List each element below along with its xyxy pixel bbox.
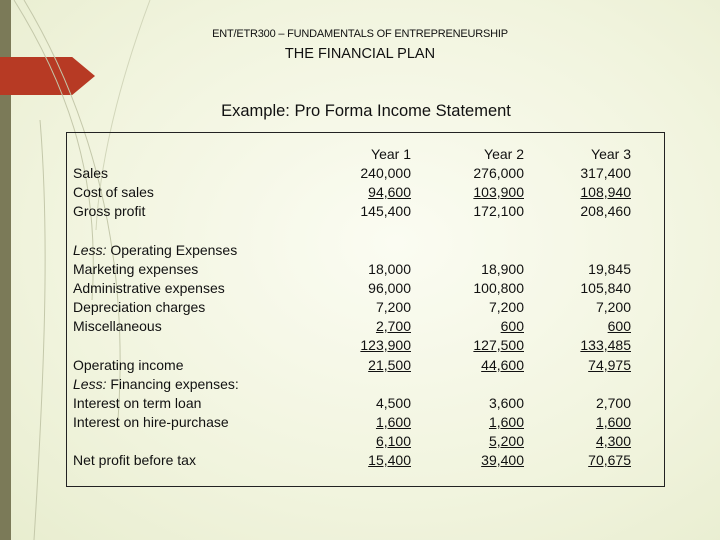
administrative-year-3: 105,840 <box>580 280 631 296</box>
operating-expenses-text: Operating Expenses <box>106 242 238 258</box>
label-gross-profit: Gross profit <box>73 203 146 219</box>
total-operating-year-1: 123,900 <box>360 337 411 353</box>
course-title: ENT/ETR300 – FUNDAMENTALS OF ENTREPRENEURSHIP <box>212 28 508 40</box>
interest-term-year-3: 2,700 <box>595 395 631 411</box>
miscellaneous-year-3: 600 <box>607 318 631 334</box>
slide-title: THE FINANCIAL PLAN <box>284 46 436 62</box>
total-financing-year-2: 5,200 <box>488 433 524 449</box>
interest-hire-year-2: 1,600 <box>488 414 524 430</box>
miscellaneous-year-1: 2,700 <box>375 318 411 334</box>
interest-term-year-1: 4,500 <box>375 395 411 411</box>
label-net-profit: Net profit before tax <box>73 452 196 468</box>
administrative-year-2: 100,800 <box>473 280 524 296</box>
gross-profit-year-1: 145,400 <box>360 203 411 219</box>
financing-expenses-text: Financing expenses: <box>106 376 239 392</box>
operating-income-year-3: 74,975 <box>588 357 631 373</box>
marketing-year-2: 18,900 <box>481 261 524 277</box>
depreciation-year-1: 7,200 <box>375 299 411 315</box>
sales-year-3: 317,400 <box>580 165 631 181</box>
cost-of-sales-year-1: 94,600 <box>368 184 411 200</box>
miscellaneous-year-2: 600 <box>500 318 524 334</box>
column-header-year-1: Year 1 <box>371 146 411 162</box>
label-interest-term-loan: Interest on term loan <box>73 395 202 411</box>
sales-year-1: 240,000 <box>360 165 411 181</box>
less-prefix: Less: <box>73 242 107 258</box>
label-marketing: Marketing expenses <box>73 261 199 277</box>
gross-profit-year-3: 208,460 <box>580 203 631 219</box>
label-financing-expenses <box>73 376 239 392</box>
less-prefix-financing: Less: <box>73 376 107 392</box>
total-operating-year-2: 127,500 <box>473 337 524 353</box>
depreciation-year-2: 7,200 <box>488 299 524 315</box>
marketing-year-1: 18,000 <box>368 261 411 277</box>
label-operating-expenses <box>73 242 237 258</box>
interest-term-year-2: 3,600 <box>488 395 524 411</box>
label-sales: Sales <box>73 165 109 181</box>
cost-of-sales-year-3: 108,940 <box>580 184 631 200</box>
administrative-year-1: 96,000 <box>368 280 411 296</box>
label-depreciation: Depreciation charges <box>73 299 206 315</box>
marketing-year-3: 19,845 <box>588 261 631 277</box>
label-interest-hire-purchase: Interest on hire-purchase <box>73 414 229 430</box>
net-profit-year-2: 39,400 <box>481 452 524 468</box>
label-administrative: Administrative expenses <box>73 280 225 296</box>
operating-income-year-2: 44,600 <box>481 357 524 373</box>
label-miscellaneous: Miscellaneous <box>73 318 162 334</box>
interest-hire-year-3: 1,600 <box>595 414 631 430</box>
label-operating-income: Operating income <box>73 357 184 373</box>
gross-profit-year-2: 172,100 <box>473 203 524 219</box>
total-operating-year-3: 133,485 <box>580 337 631 353</box>
net-profit-year-3: 70,675 <box>588 452 631 468</box>
total-financing-year-1: 6,100 <box>375 433 411 449</box>
interest-hire-year-1: 1,600 <box>375 414 411 430</box>
column-header-year-3: Year 3 <box>591 146 631 162</box>
column-header-year-2: Year 2 <box>484 146 524 162</box>
depreciation-year-3: 7,200 <box>595 299 631 315</box>
cost-of-sales-year-2: 103,900 <box>473 184 524 200</box>
net-profit-year-1: 15,400 <box>368 452 411 468</box>
sales-year-2: 276,000 <box>473 165 524 181</box>
arrow-decoration <box>0 57 95 95</box>
statement-subtitle: Example: Pro Forma Income Statement <box>221 102 511 120</box>
label-cost-of-sales: Cost of sales <box>73 184 154 200</box>
operating-income-year-1: 21,500 <box>368 357 411 373</box>
total-financing-year-3: 4,300 <box>595 433 631 449</box>
